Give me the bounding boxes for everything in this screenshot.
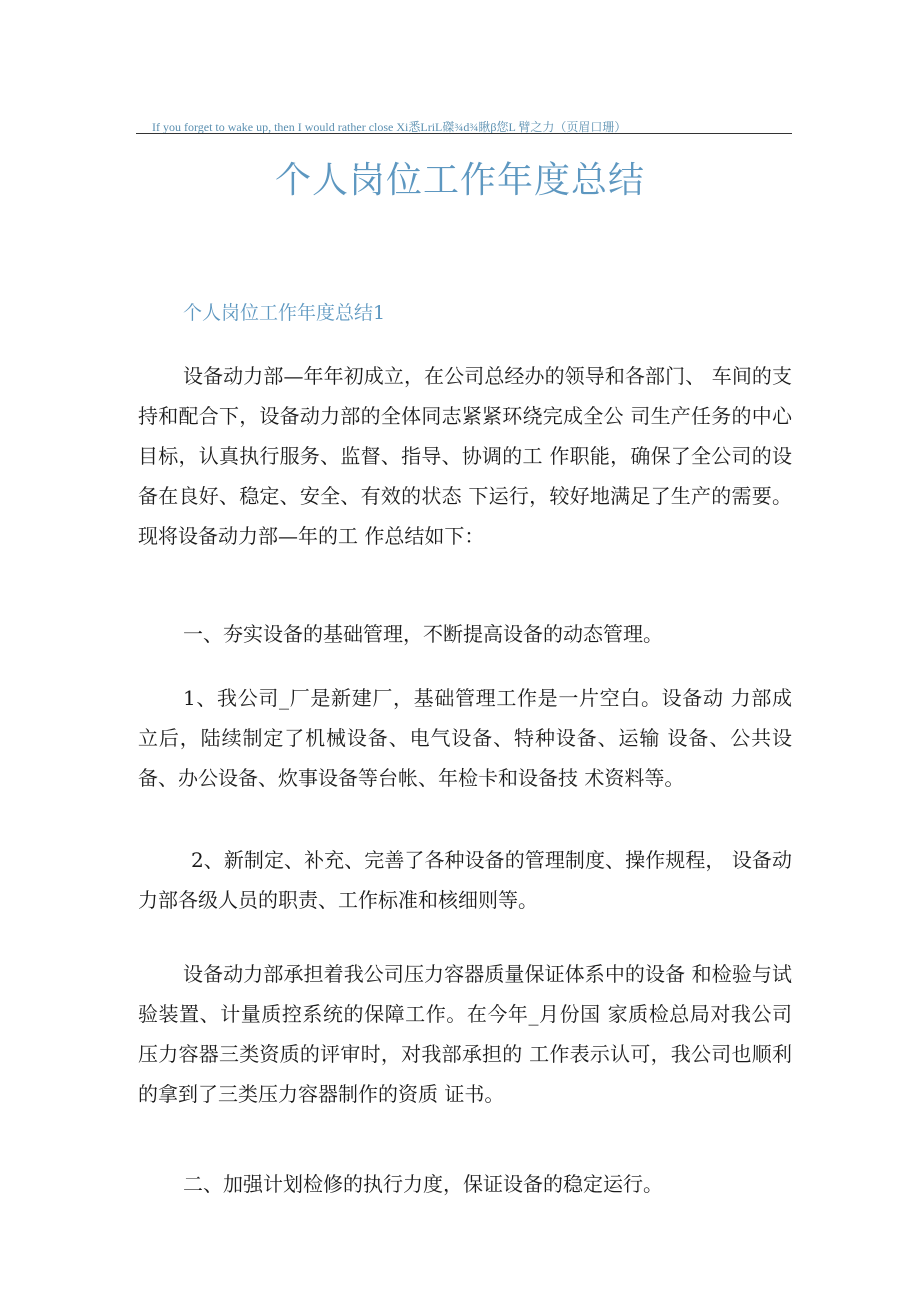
paragraph-pressure-vessel: 设备动力部承担着我公司压力容器质量保证体系中的设备 和检验与试验装置、计量质控系统的保障工作。在今年_月份国 家质检总局对我公司压力容器三类资质的评审时，对我部承担的 工作表示认可，我公司也顺利的拿到了三类压力容器制作的资质 证书。 bbox=[138, 962, 792, 1106]
paragraph-item-two: 二、加强计划检修的执行力度，保证设备的稳定运行。 bbox=[183, 1172, 663, 1196]
page-header-note: If you forget to wake up, then I would rather close Xi悉LriL磔¾d¾瞅β您L 臂之力（页眉口珊） bbox=[152, 120, 627, 134]
paragraph-point-1: 1、我公司_厂是新建厂，基础管理工作是一片空白。设备动 力部成立后，陆续制定了机械设备、电气设备、特种设备、运输 设备、公共设备、办公设备、炊事设备等台帐、年检卡和设备技 术资料等。 bbox=[138, 686, 792, 790]
section-heading: 个人岗位工作年度总结1 bbox=[183, 302, 386, 324]
paragraph-intro: 设备动力部—年年初成立，在公司总经办的领导和各部门、 车间的支持和配合下，设备动力部的全体同志紧紧环绕完成全公 司生产任务的中心目标，认真执行服务、监督、指导、协调的工 作职能，确保了全公司的设备在良好、稳定、安全、有效的状态 下运行，较好地满足了生产的需要。现将设备动力部—年的工 作总结如下： bbox=[138, 364, 792, 548]
paragraph-point-2: 2、新制定、补充、完善了各种设备的管理制度、操作规程， 设备动力部各级人员的职责、工作标准和核细则等。 bbox=[138, 848, 792, 912]
paragraph-item-one: 一、夯实设备的基础管理，不断提高设备的动态管理。 bbox=[183, 622, 663, 646]
document-title: 个人岗位工作年度总结 bbox=[274, 160, 645, 201]
header-divider bbox=[136, 133, 792, 134]
